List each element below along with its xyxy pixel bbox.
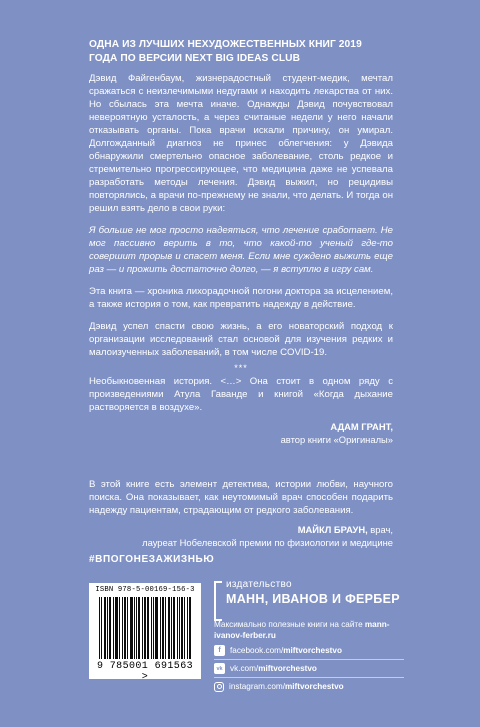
barcode-bar xyxy=(109,597,110,659)
barcode-bar xyxy=(179,597,180,659)
barcode-bar xyxy=(125,597,126,659)
publisher-note xyxy=(214,619,394,641)
facebook-icon: f xyxy=(214,645,225,656)
barcode-bar xyxy=(130,597,131,659)
social-vk-handle: miftvorchestvo xyxy=(258,664,317,673)
social-vk-prefix: vk.com/ xyxy=(230,664,259,673)
publisher-note-text: Максимально полезные книги на сайте xyxy=(214,620,365,629)
barcode-bar xyxy=(105,597,106,659)
publisher-name: МАНН, ИВАНОВ И ФЕРБЕР xyxy=(226,592,400,606)
barcode-digits: 9 785001 691563 > xyxy=(96,661,193,683)
barcode-bar xyxy=(177,597,178,659)
barcode-bar xyxy=(157,597,158,659)
barcode-bars xyxy=(99,597,191,659)
social-instagram-prefix: instagram.com/ xyxy=(229,682,285,691)
barcode-bar xyxy=(187,597,188,659)
barcode-bar xyxy=(181,597,182,659)
back-cover-text xyxy=(89,38,393,549)
social-instagram[interactable] xyxy=(214,678,404,695)
barcode-bar xyxy=(184,597,185,659)
social-links xyxy=(214,642,404,695)
review-2-name: МАЙКЛ БРАУН, xyxy=(297,524,368,535)
barcode-bar xyxy=(182,597,183,659)
publisher-site-link[interactable]: mann-ivanov-ferber.ru xyxy=(214,620,390,640)
barcode-bar xyxy=(147,597,148,659)
section-divider: *** xyxy=(234,363,248,373)
isbn-label: ISBN 978-5-00169-156-3 xyxy=(95,586,195,594)
barcode-bar xyxy=(101,597,102,659)
barcode-bar xyxy=(168,597,169,659)
barcode-bar xyxy=(174,597,175,659)
barcode-bar xyxy=(190,597,191,659)
barcode-bar xyxy=(153,597,154,659)
description-paragraph-2: Эта книга — хроника лихорадочной погони доктора за исцелением, а также история о том, как превратить надежду в действие. xyxy=(89,286,393,310)
barcode-bar xyxy=(104,597,105,659)
barcode-bar xyxy=(160,597,161,659)
review-1-author xyxy=(89,420,393,446)
barcode-bar xyxy=(115,597,116,659)
description-paragraph-3: Дэвид успел спасти свою жизнь, а его новаторский подход к организации исследований стал основой для изучения редких и малоизученных заболеваний, в том числе COVID-19. xyxy=(89,321,393,358)
review-1-name: АДАМ ГРАНТ, xyxy=(330,421,393,432)
review-1-role: автор книги «Оригиналы» xyxy=(280,434,393,445)
barcode-bar xyxy=(127,597,128,659)
barcode-bar xyxy=(151,597,152,659)
barcode-bar xyxy=(138,597,139,659)
barcode-bar xyxy=(173,597,174,659)
social-facebook-handle: miftvorchestvo xyxy=(283,646,342,655)
barcode-bar xyxy=(156,597,157,659)
vk-icon: vk xyxy=(214,663,225,674)
headline: ОДНА ИЗ ЛУЧШИХ НЕХУДОЖЕСТВЕННЫХ КНИГ 2019 ГОДА ПО ВЕРСИИ NEXT BIG IDEAS CLUB xyxy=(89,39,362,64)
barcode-bar xyxy=(148,597,149,659)
barcode-bar xyxy=(139,597,140,659)
barcode-bar xyxy=(124,597,125,659)
barcode-bar xyxy=(163,597,164,659)
barcode-bar xyxy=(107,597,108,659)
barcode-bar xyxy=(136,597,137,659)
description-paragraph-1: Дэвид Файгенбаум, жизнерадостный студент-медик, мечтал сражаться с неизлечимыми недугами и находить лекарства от них. Но сбылась эта мечта иначе. Однажды Дэвид почувствовал невероятную усталость, а через считаные недели у него начали отказывать органы. Пока врачи искали причину, он умирал. Долгожданный диагноз не принес облегчения: у Дэвида обнаружили смертельно опасное заболевание, столь редкое и стремительно прогрессирующее, что медицина даже не успевала разработать методы лечения. Дэвид выжил, но рецидивы повторялись, а врачи по-прежнему не знали, что делать. И тогда он решил взять дело в свои руки: xyxy=(89,73,393,214)
instagram-icon xyxy=(214,682,224,692)
quote-paragraph: Я больше не мог просто надеяться, что лечение сработает. Не мог пассивно верить в то, что какой-то ученый где-то совершит прорыв и спасет меня. Если мне суждено выжить еще раз — и прожить достаточно долго, — я вступлю в игру сам. xyxy=(89,225,393,275)
publisher-label: издательство xyxy=(226,579,292,590)
barcode-bar xyxy=(113,597,114,659)
barcode xyxy=(89,583,201,683)
review-2-role-inline: врач, xyxy=(367,524,393,535)
barcode-bar xyxy=(116,597,117,659)
barcode-bar xyxy=(134,597,135,659)
review-2-text: В этой книге есть элемент детектива, истории любви, научного поиска. Она показывает, как неутомимый врач способен подарить надежду пациентам, страдающим от редкого заболевания. xyxy=(89,479,393,516)
barcode-bar xyxy=(169,597,170,659)
social-facebook[interactable] xyxy=(214,642,404,660)
barcode-bar xyxy=(122,597,123,659)
social-instagram-handle: miftvorchestvo xyxy=(284,682,344,691)
review-1-text: Необыкновенная история. <…> Она стоит в одном ряду с произведениями Атула Гаванде и книгой «Когда дыхание растворяется в воздухе». xyxy=(89,376,393,413)
barcode-bar xyxy=(131,597,132,659)
review-2-author xyxy=(89,523,393,549)
barcode-bar xyxy=(110,597,111,659)
barcode-bar xyxy=(171,597,172,659)
barcode-bar xyxy=(142,597,143,659)
publisher-bracket xyxy=(214,581,222,621)
barcode-bar xyxy=(144,597,145,659)
social-vk[interactable] xyxy=(214,660,404,678)
review-2-role: лауреат Нобелевской премии по физиологии и медицине xyxy=(142,537,393,548)
barcode-bar xyxy=(162,597,163,659)
barcode-bar xyxy=(165,597,166,659)
barcode-bar xyxy=(119,597,120,659)
barcode-bar xyxy=(145,597,146,659)
barcode-bar xyxy=(155,597,156,659)
barcode-bar xyxy=(189,597,190,659)
barcode-bar xyxy=(117,597,118,659)
barcode-bar xyxy=(99,597,100,659)
barcode-bar xyxy=(132,597,133,659)
social-facebook-prefix: facebook.com/ xyxy=(230,646,284,655)
hashtag: #ВПОГОНЕЗАЖИЗНЬЮ xyxy=(89,554,215,565)
